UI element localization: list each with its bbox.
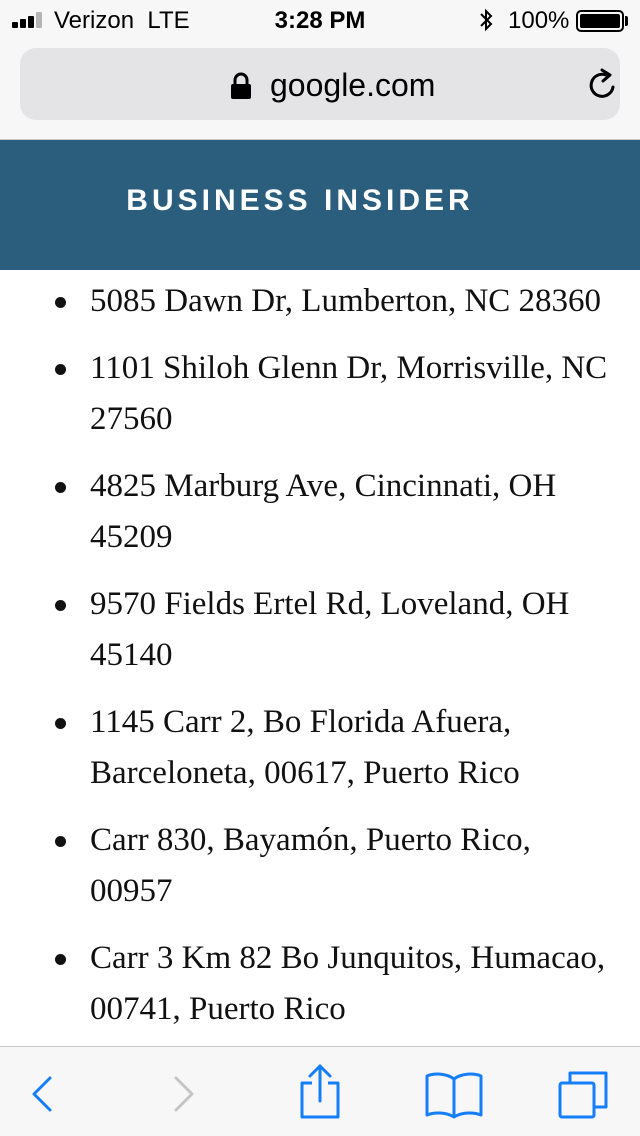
address-bar[interactable] — [20, 48, 620, 120]
browser-nav-bar — [0, 40, 640, 140]
address-text: 5085 Dawn Dr, Lumberton, NC 28360 — [90, 283, 602, 319]
list-item — [0, 461, 640, 563]
bullet-icon — [55, 364, 66, 375]
list-item — [0, 276, 640, 327]
address-text: Carr 3 Km 82 Bo Junquitos, Humacao, 00741, Puerto Rico — [90, 940, 606, 1027]
bullet-icon — [55, 482, 66, 493]
lock-icon — [230, 72, 252, 100]
list-item — [0, 697, 640, 799]
bullet-icon — [55, 297, 66, 308]
reload-icon[interactable] — [586, 68, 620, 102]
status-bar — [0, 0, 640, 40]
back-icon[interactable] — [14, 1069, 74, 1119]
tabs-icon[interactable] — [556, 1069, 616, 1119]
site-header — [0, 140, 640, 270]
bullet-icon — [55, 954, 66, 965]
list-item — [0, 933, 640, 1035]
carrier-label: Verizon LTE — [54, 7, 190, 34]
forward-icon[interactable] — [152, 1069, 212, 1119]
browser-toolbar — [0, 1046, 640, 1136]
address-text: 1101 Shiloh Glenn Dr, Morrisville, NC 27560 — [90, 350, 608, 437]
status-time: 3:28 PM — [274, 7, 366, 34]
address-text: 9570 Fields Ertel Rd, Loveland, OH 45140 — [90, 586, 570, 673]
bookmarks-icon[interactable] — [422, 1069, 486, 1119]
list-item — [0, 343, 640, 445]
url-text: google.com — [270, 67, 436, 103]
address-text: Carr 830, Bayamón, Puerto Rico, 00957 — [90, 822, 531, 909]
share-icon[interactable] — [290, 1063, 350, 1119]
list-item — [0, 815, 640, 917]
address-text: 4825 Marburg Ave, Cincinnati, OH 45209 — [90, 468, 557, 555]
battery-icon — [576, 10, 624, 32]
article-content — [0, 270, 640, 1046]
address-list — [0, 276, 640, 1046]
bullet-icon — [55, 718, 66, 729]
list-item — [0, 579, 640, 681]
address-text: 1145 Carr 2, Bo Florida Afuera, Barceloneta, 00617, Puerto Rico — [90, 704, 520, 791]
site-logo[interactable]: BUSINESS INSIDER — [126, 184, 474, 217]
bullet-icon — [55, 600, 66, 611]
battery-percent: 100% — [508, 7, 570, 34]
bullet-icon — [55, 836, 66, 847]
bluetooth-icon — [478, 8, 494, 32]
